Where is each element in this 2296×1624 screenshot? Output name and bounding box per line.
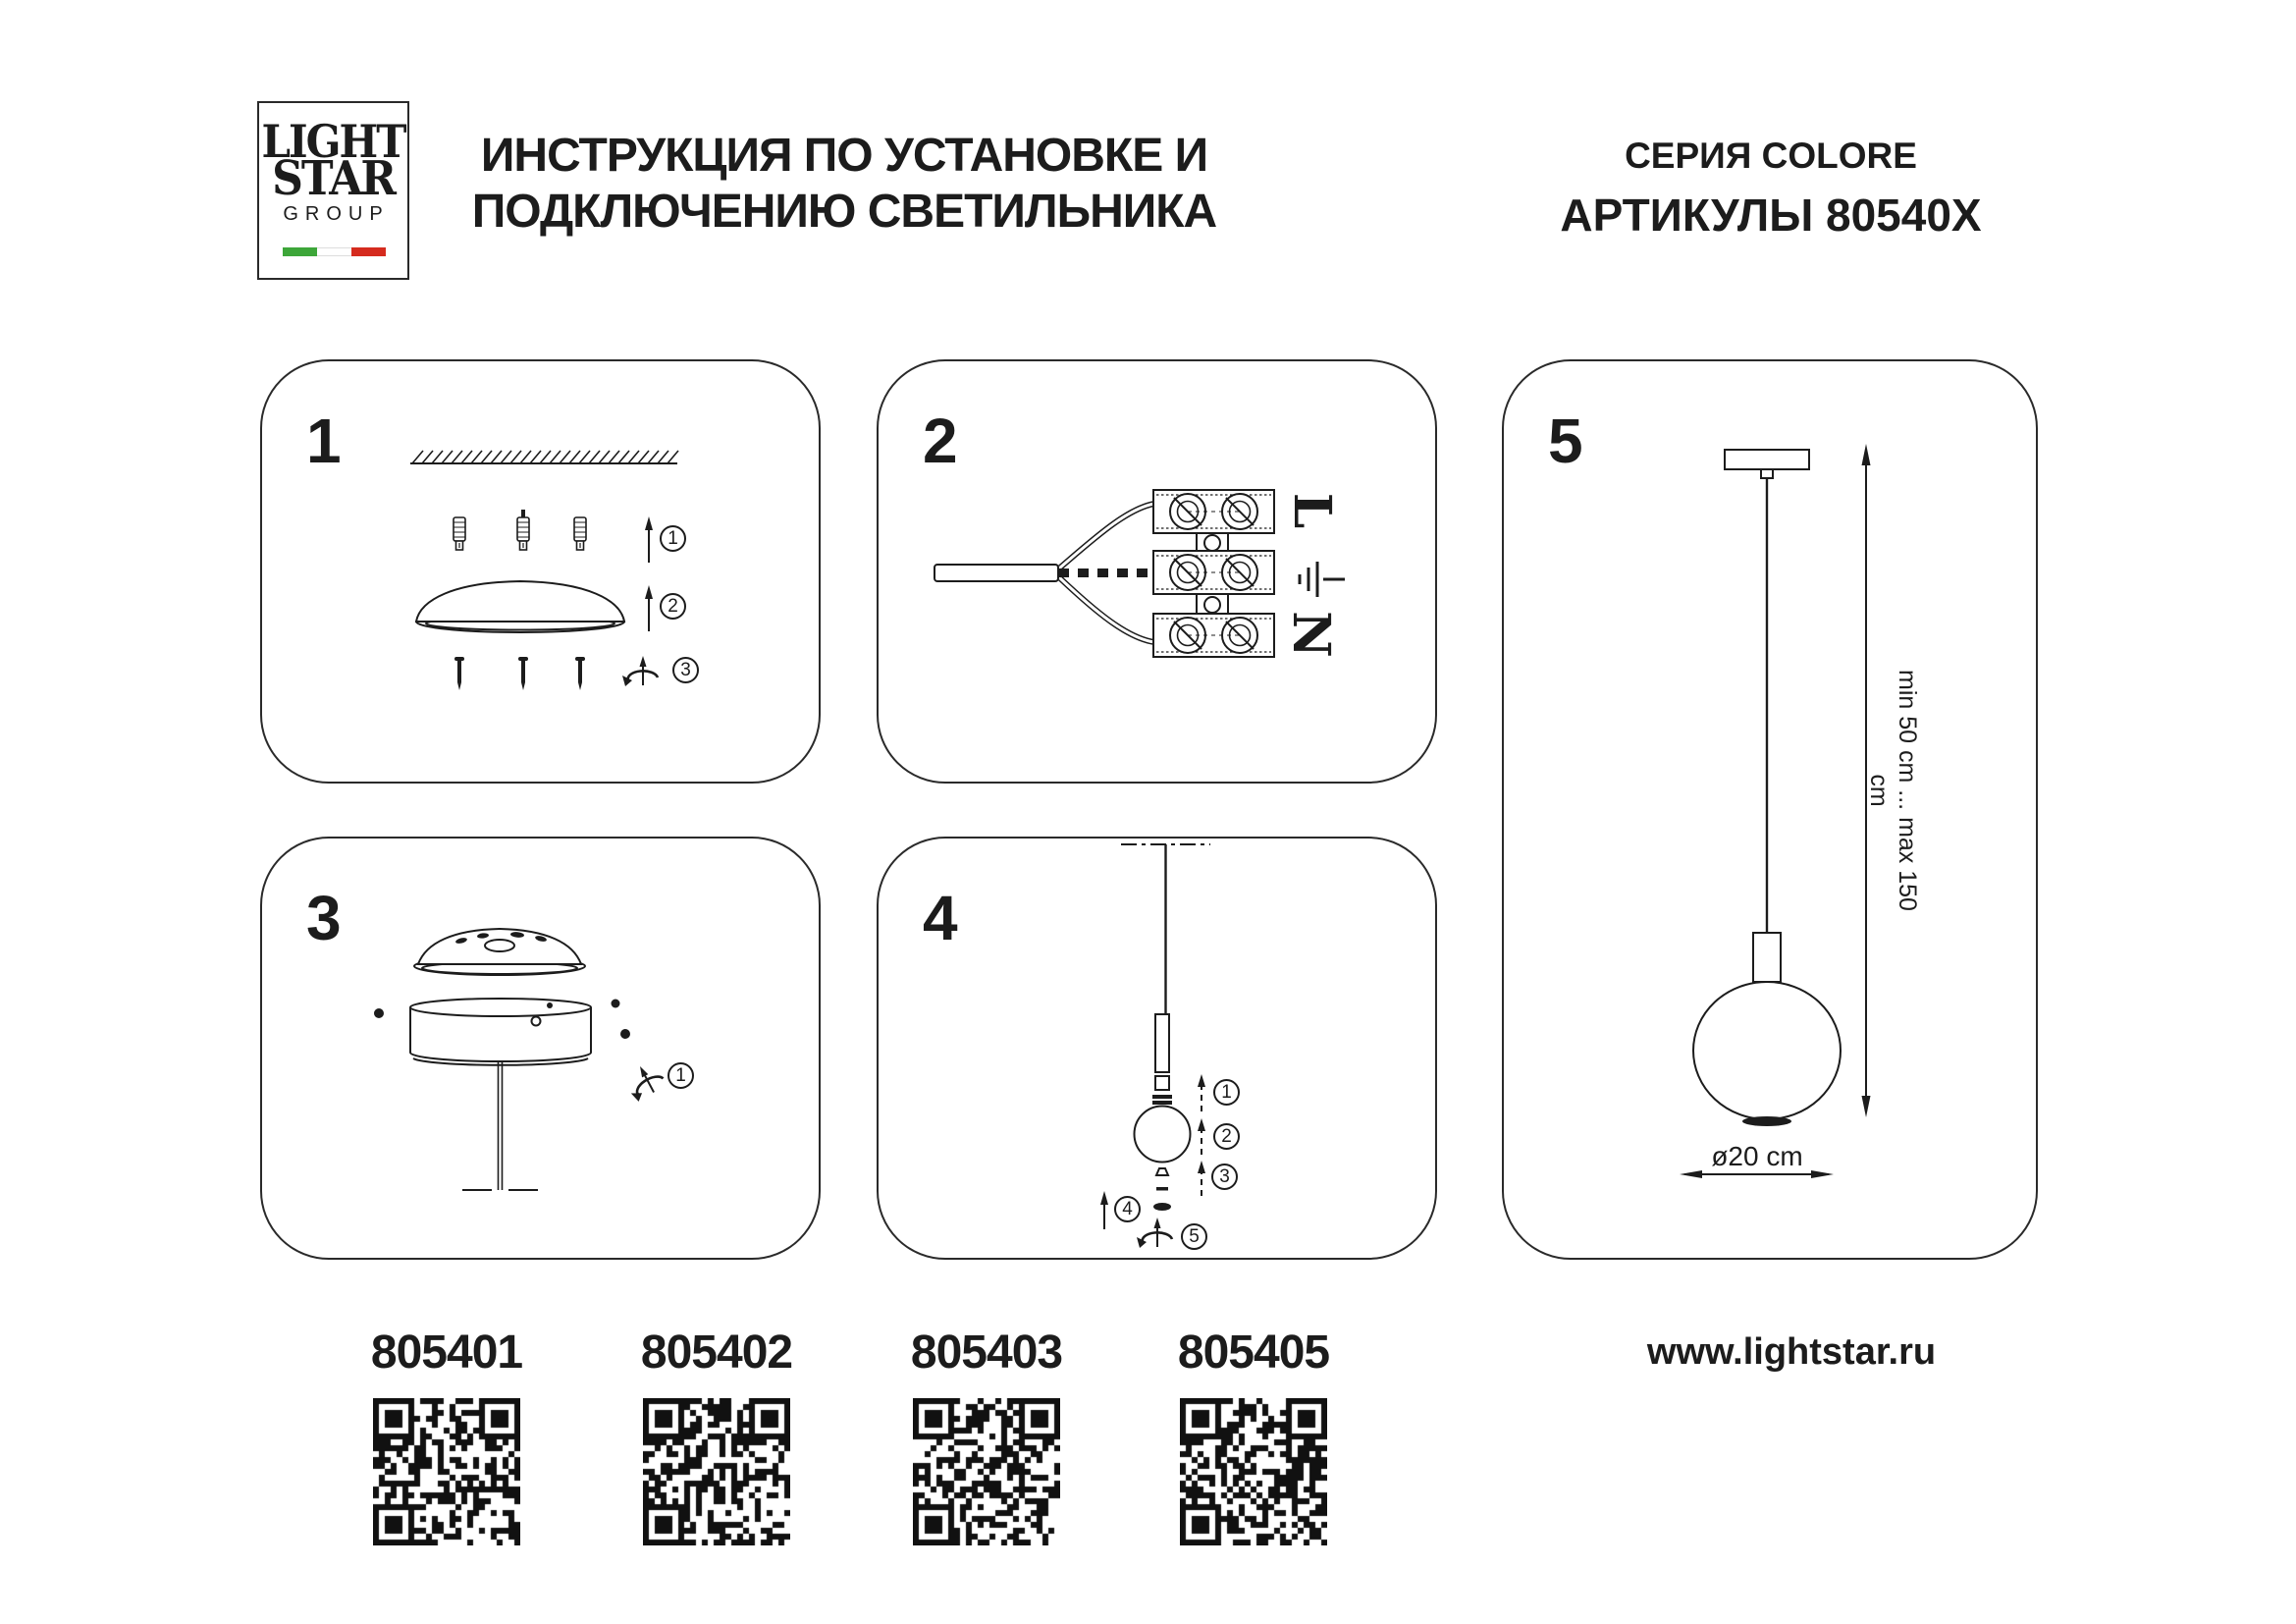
glass-sphere — [1135, 1107, 1191, 1163]
article-code-4: 805405 — [1177, 1326, 1330, 1379]
articles-label: АРТИКУЛЫ 80540X — [1560, 189, 1982, 241]
sphere-bottom-parts — [1153, 1168, 1171, 1211]
title-line-2: ПОДКЛЮЧЕНИЮ СВЕТИЛЬНИКА — [471, 186, 1217, 238]
step-badge: 2 — [1213, 1123, 1240, 1150]
panel-number-1: 1 — [306, 406, 341, 476]
step-badge: 3 — [672, 657, 699, 683]
article-code-3: 805403 — [910, 1326, 1063, 1379]
pendant-overview — [1693, 450, 1841, 1126]
step-badge: 2 — [660, 593, 686, 620]
hanging-rod — [462, 1062, 538, 1190]
step-badge: 1 — [667, 1062, 694, 1089]
logo-star: STAR — [272, 151, 395, 206]
qr-code-4 — [1180, 1398, 1327, 1545]
panel-number-4: 4 — [923, 883, 957, 953]
terminal-block — [1153, 490, 1274, 657]
website-label: www.lightstar.ru — [1646, 1331, 1937, 1373]
logo-light: LIGHT — [261, 116, 405, 168]
step-badge: 3 — [1211, 1164, 1238, 1190]
lamp-base-cylinder — [410, 999, 591, 1065]
step-badge: 5 — [1181, 1223, 1207, 1250]
step-badge: 1 — [1213, 1079, 1240, 1106]
step-badge: 1 — [660, 525, 686, 552]
neutral-terminal-label: N — [1281, 611, 1342, 658]
generated-icons — [621, 656, 1172, 1248]
earth-ground-icon — [1294, 558, 1349, 601]
panel-number-3: 3 — [306, 883, 341, 953]
diameter-label: ø20 cm — [1711, 1141, 1803, 1171]
qr-code-1 — [373, 1398, 520, 1545]
canopy-plate — [416, 581, 624, 632]
article-code-2: 805402 — [640, 1326, 793, 1379]
panel-number-2: 2 — [923, 406, 957, 476]
screw-icons — [454, 657, 585, 690]
logo-group: GROUP — [283, 203, 390, 225]
cord-fitting-tube — [1152, 1014, 1172, 1105]
ceiling-hatch — [410, 451, 678, 463]
wall-anchor-icons — [454, 510, 586, 550]
canopy-top-view — [414, 929, 585, 975]
panel-number-5: 5 — [1548, 406, 1582, 476]
qr-code-3 — [913, 1398, 1060, 1545]
qr-code-2 — [643, 1398, 790, 1545]
article-code-1: 805401 — [370, 1326, 523, 1379]
step-badge: 4 — [1114, 1196, 1141, 1222]
line-terminal-label: L — [1282, 492, 1343, 529]
height-range-label: min 50 cm ... max 150 cm — [1865, 670, 1921, 911]
supply-cable — [934, 504, 1154, 642]
title-line-1: ИНСТРУКЦИЯ ПО УСТАНОВКЕ И — [480, 130, 1208, 182]
up-arrow-icon — [645, 516, 653, 631]
series-label: СЕРИЯ COLORE — [1625, 135, 1917, 176]
